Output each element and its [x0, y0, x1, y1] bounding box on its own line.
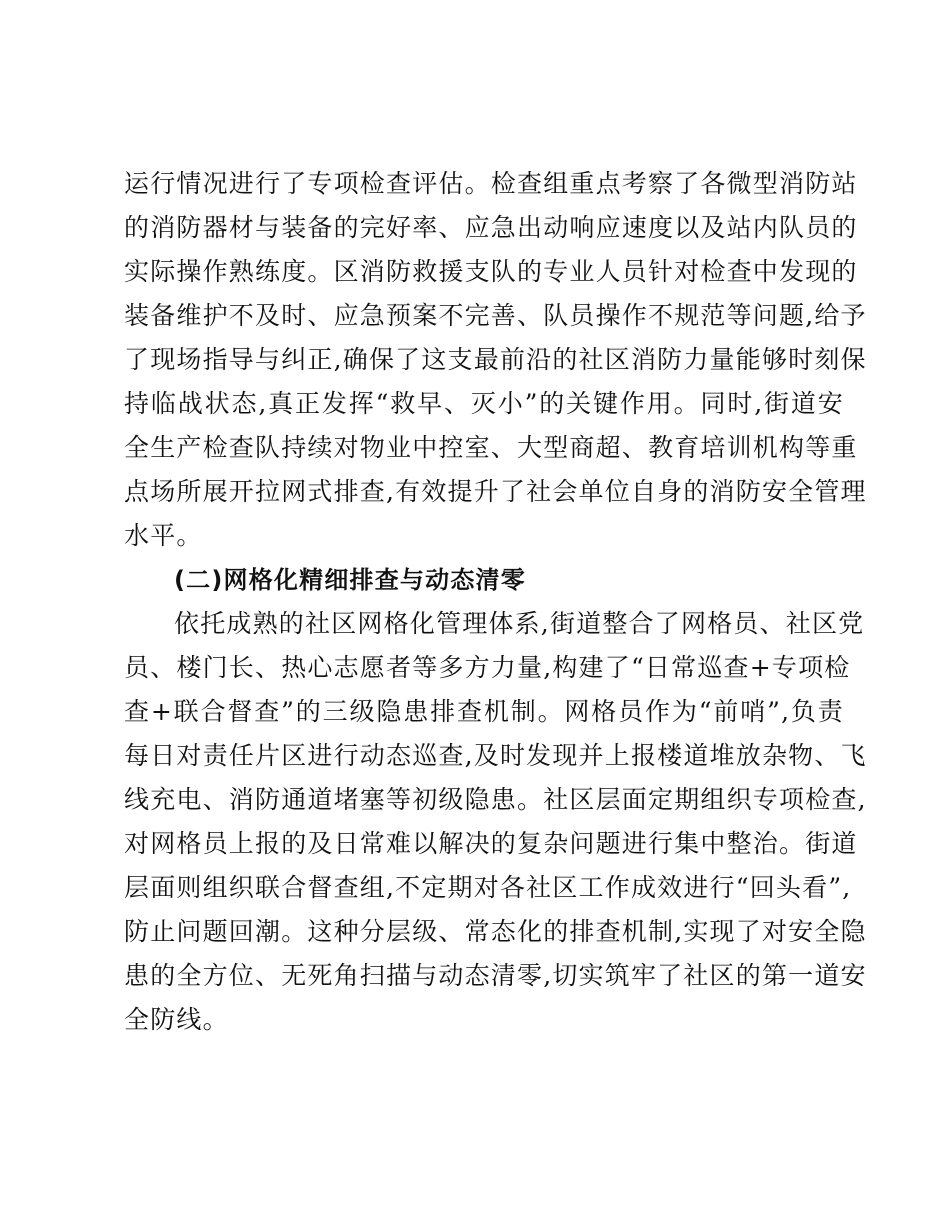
paragraph-line: 运行情况进行了专项检查评估。检查组重点考察了各微型消防站: [124, 169, 858, 198]
paragraph-line: 全防线。: [124, 1005, 229, 1034]
paragraph-line: 了现场指导与纠正,确保了这支最前沿的社区消防力量能够时刻保: [124, 345, 867, 374]
paragraph-line: 患的全方位、无死角扫描与动态清零,切实筑牢了社区的第一道安: [124, 961, 867, 990]
section-heading: (二)网格化精细排查与动态清零: [174, 566, 526, 594]
paragraph-line: 水平。: [124, 521, 203, 550]
paragraph-line: 实际操作熟练度。区消防救援支队的专业人员针对检查中发现的: [124, 257, 858, 286]
paragraph-line: 装备维护不及时、应急预案不完善、队员操作不规范等问题,给予: [124, 301, 867, 330]
paragraph-line: 防止问题回潮。这种分层级、常态化的排查机制,实现了对安全隐: [124, 917, 867, 946]
paragraph-line: 全生产检查队持续对物业中控室、大型商超、教育培训机构等重: [124, 433, 858, 462]
paragraph-line: 查+联合督查”的三级隐患排查机制。网格员作为“前哨”,负责: [124, 697, 844, 726]
paragraph-line: 线充电、消防通道堵塞等初级隐患。社区层面定期组织专项检查,: [124, 785, 867, 814]
paragraph-line: 持临战状态,真正发挥“救早、灭小”的关键作用。同时,街道安: [124, 389, 844, 418]
paragraph-line: 每日对责任片区进行动态巡查,及时发现并上报楼道堆放杂物、飞: [124, 741, 867, 770]
paragraph-line: 对网格员上报的及日常难以解决的复杂问题进行集中整治。街道: [124, 829, 858, 858]
paragraph-line: 员、楼门长、热心志愿者等多方力量,构建了“日常巡查+专项检: [124, 653, 851, 682]
paragraph-line: 的消防器材与装备的完好率、应急出动响应速度以及站内队员的: [124, 213, 858, 242]
paragraph-line: 层面则组织联合督查组,不定期对各社区工作成效进行“回头看”,: [124, 873, 852, 902]
document-body: [124, 162, 867, 1042]
paragraph-line: 依托成熟的社区网格化管理体系,街道整合了网格员、社区党: [174, 609, 865, 638]
paragraph-line: 点场所展开拉网式排查,有效提升了社会单位自身的消防安全管理: [124, 477, 867, 506]
